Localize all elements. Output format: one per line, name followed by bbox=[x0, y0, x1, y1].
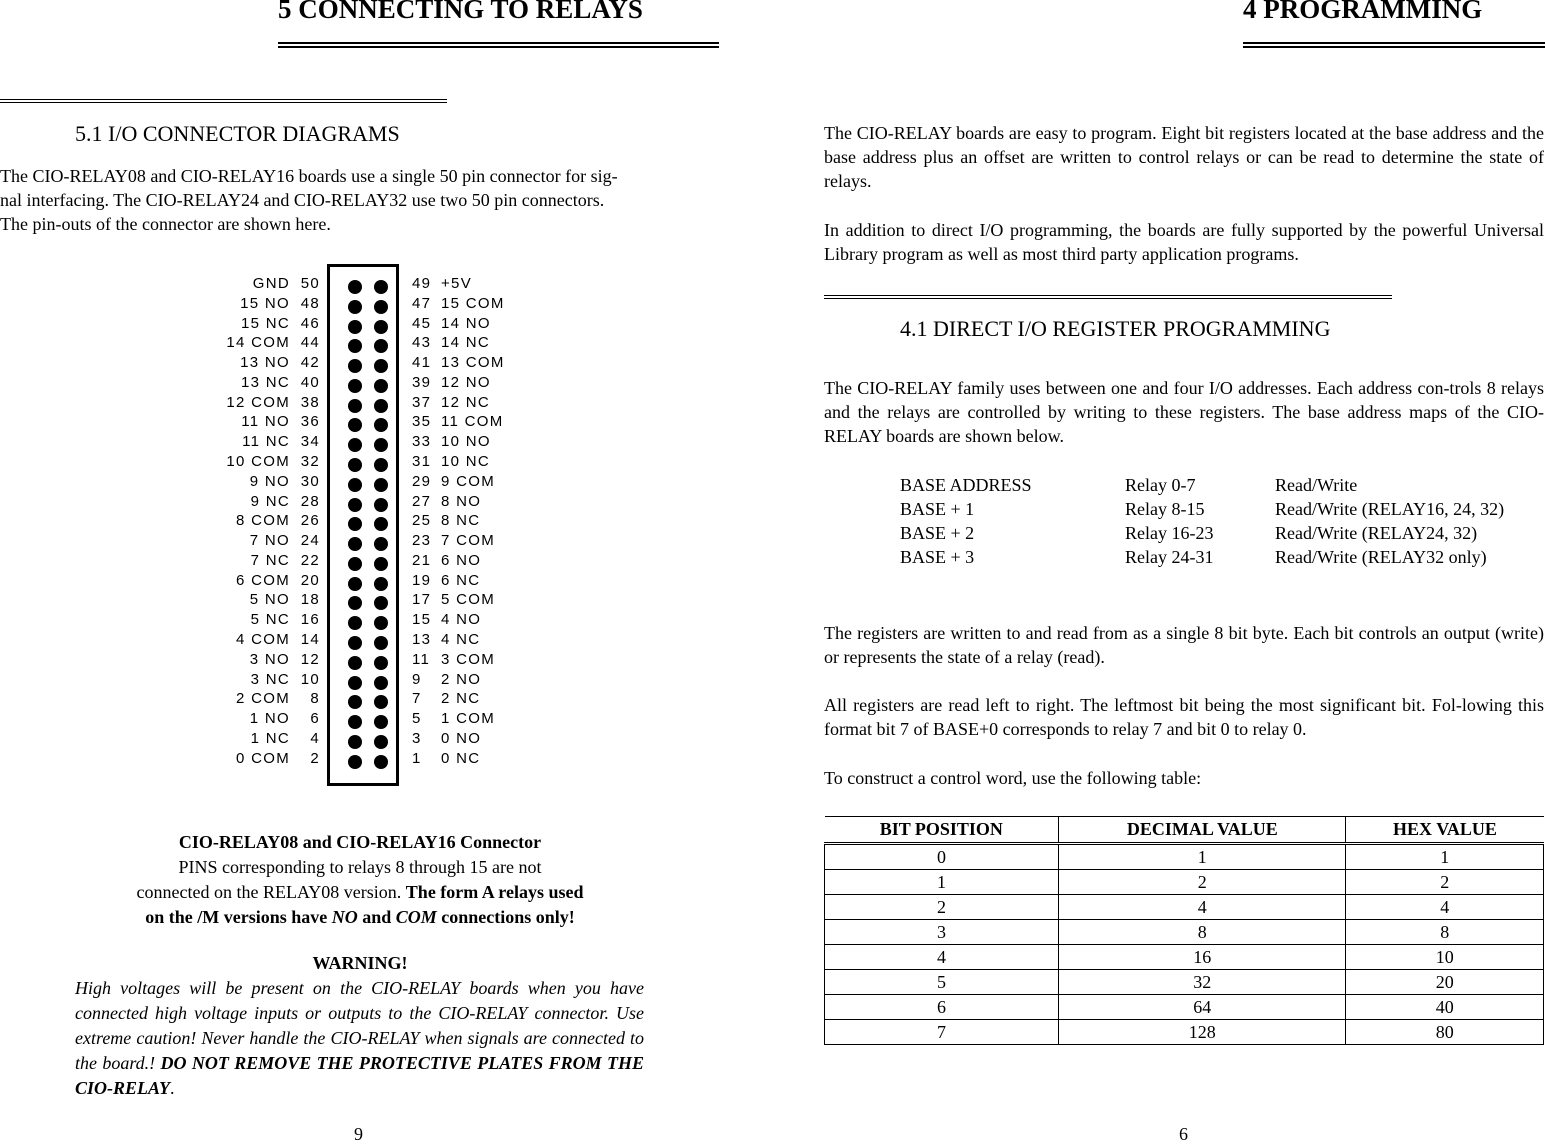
pin-number: 29 bbox=[412, 472, 432, 490]
table-row bbox=[825, 920, 1544, 945]
pin-number: 40 bbox=[300, 373, 320, 391]
pin-label: 15 NC bbox=[240, 314, 290, 332]
control-word-table bbox=[824, 816, 1544, 1045]
pin-number: 32 bbox=[300, 453, 320, 471]
pin-number: 9 bbox=[412, 670, 422, 688]
pin-label: GND bbox=[252, 275, 290, 292]
pin-number: 43 bbox=[412, 334, 432, 352]
pin-label: 2 NC bbox=[441, 690, 481, 708]
table-cell: 64 bbox=[1059, 995, 1346, 1020]
family-paragraph: The CIO-RELAY family uses between one and four I/O addresses. Each address con-trols 8 relays and the relays are controlled by writing to these registers. The base address maps of the CIO-RELAY boards are shown below. bbox=[824, 378, 1544, 446]
pin-number: 6 bbox=[310, 710, 320, 728]
pin-dot bbox=[348, 596, 362, 610]
pin-number: 50 bbox=[300, 275, 320, 292]
right-chapter-title: 4 PROGRAMMING bbox=[1243, 0, 1483, 24]
pin-label: 14 COM bbox=[226, 334, 290, 352]
pin-label: 11 COM bbox=[441, 413, 504, 431]
pin-number: 26 bbox=[300, 512, 320, 530]
pin-number: 23 bbox=[412, 532, 432, 550]
pin-label: 0 NO bbox=[441, 729, 482, 747]
pin-number: 19 bbox=[412, 571, 432, 589]
pin-label: 14 NC bbox=[441, 334, 491, 352]
byte-paragraph: The registers are written to and read from as a single 8 bit byte. Each bit controls an output (write) or represents the state of a relay (read). bbox=[824, 623, 1544, 667]
pin-number: 42 bbox=[300, 354, 320, 372]
pin-number: 22 bbox=[300, 551, 320, 569]
pin-number: 3 bbox=[412, 729, 422, 747]
table-header: DECIMAL VALUE bbox=[1059, 817, 1346, 844]
pin-dot bbox=[374, 636, 388, 650]
pin-number: 34 bbox=[300, 433, 320, 451]
register-relays: Relay 16-23 bbox=[1125, 523, 1214, 543]
table-row bbox=[825, 1020, 1544, 1045]
pin-dot bbox=[348, 438, 362, 452]
table-cell: 5 bbox=[825, 970, 1059, 995]
pin-label: 5 COM bbox=[441, 591, 496, 609]
order-paragraph: All registers are read left to right. The leftmost bit being the most significant bit. Fol-lowing this format bit 7 of BASE+0 corresponds to relay 7 and bit 0 to relay 0. bbox=[824, 695, 1544, 739]
table-cell: 3 bbox=[825, 920, 1059, 945]
pin-label: 13 COM bbox=[441, 354, 505, 372]
right-section-title: 4.1 DIRECT I/O REGISTER PROGRAMMING bbox=[900, 316, 1331, 341]
pin-number: 49 bbox=[412, 275, 432, 292]
pin-number: 28 bbox=[300, 492, 320, 510]
pin-label: 10 NO bbox=[441, 433, 491, 451]
pin-dot bbox=[374, 320, 388, 334]
pin-label: 6 COM bbox=[235, 571, 290, 589]
table-row bbox=[825, 945, 1544, 970]
pin-number: 18 bbox=[300, 591, 320, 609]
caption-line: PINS corresponding to relays 8 through 15 are not bbox=[178, 857, 542, 877]
pin-label: 1 NC bbox=[250, 729, 290, 747]
table-cell: 1 bbox=[1346, 844, 1544, 870]
table-cell: 4 bbox=[825, 945, 1059, 970]
caption-bold-text: The form A relays used bbox=[405, 882, 584, 902]
table-intro: To construct a control word, use the following table: bbox=[824, 768, 1202, 788]
pin-number: 33 bbox=[412, 433, 432, 451]
table-cell: 7 bbox=[825, 1020, 1059, 1045]
warning-body: High voltages will be present on the CIO-RELAY boards when you have connected high voltage inputs or outputs to the CIO-RELAY connector. Use extreme caution! Never handle the CIO-RELAY when signals are connected to the board.! bbox=[75, 978, 644, 1073]
pin-number: 5 bbox=[412, 710, 422, 728]
register-access: Read/Write (RELAY24, 32) bbox=[1275, 523, 1478, 543]
pin-dot bbox=[374, 359, 388, 373]
table-cell: 32 bbox=[1059, 970, 1346, 995]
pin-number: 2 bbox=[310, 749, 320, 767]
left-chapter-title: 5 CONNECTING TO RELAYS bbox=[278, 0, 643, 24]
pin-number: 25 bbox=[412, 512, 432, 530]
pin-number: 45 bbox=[412, 314, 432, 332]
pin-number: 46 bbox=[300, 314, 320, 332]
pin-dot bbox=[374, 577, 388, 591]
pin-number: 14 bbox=[300, 631, 320, 649]
connector-intro bbox=[0, 164, 716, 236]
caption-line bbox=[60, 880, 660, 905]
pin-number: 15 bbox=[412, 611, 432, 629]
pin-label: 1 COM bbox=[441, 710, 496, 728]
pin-dot bbox=[374, 676, 388, 690]
pin-dot bbox=[348, 359, 362, 373]
pin-label: 14 NO bbox=[441, 314, 491, 332]
pin-label: 7 NC bbox=[250, 551, 290, 569]
pin-number: 27 bbox=[412, 492, 432, 510]
pin-number: 31 bbox=[412, 453, 432, 471]
pin-label: 2 COM bbox=[235, 690, 290, 708]
pin-dot bbox=[348, 577, 362, 591]
pin-number: 38 bbox=[300, 393, 320, 411]
pin-dot bbox=[348, 537, 362, 551]
chapter-rule bbox=[278, 42, 719, 48]
pin-dot bbox=[348, 300, 362, 314]
table-cell: 6 bbox=[825, 995, 1059, 1020]
pin-label: 1 NO bbox=[249, 710, 290, 728]
pin-number: 24 bbox=[300, 532, 320, 550]
intro-line: nal interfacing. The CIO-RELAY24 and CIO-RELAY32 use two 50 pin connectors. bbox=[0, 190, 605, 210]
pin-dot bbox=[374, 418, 388, 432]
register-relays: Relay 0-7 bbox=[1125, 475, 1196, 495]
pin-label: 7 COM bbox=[441, 532, 496, 550]
pin-label: 6 NO bbox=[441, 551, 482, 569]
section-rule bbox=[0, 99, 447, 103]
pin-dot bbox=[348, 616, 362, 630]
pin-label: 15 COM bbox=[441, 294, 505, 312]
warning-title: WARNING! bbox=[312, 953, 408, 973]
right-page-number: 6 bbox=[1179, 1124, 1188, 1144]
pin-label: 13 NC bbox=[240, 373, 290, 391]
caption-text: and bbox=[357, 907, 396, 927]
table-row bbox=[825, 970, 1544, 995]
pin-label: 11 NC bbox=[242, 433, 290, 451]
pin-label: 12 NC bbox=[441, 393, 491, 411]
pin-label: 11 NO bbox=[241, 413, 290, 431]
pin-dot bbox=[348, 557, 362, 571]
table-row bbox=[825, 895, 1544, 920]
pin-dot bbox=[348, 280, 362, 294]
pin-label: 4 COM bbox=[235, 631, 290, 649]
pin-label: 4 NO bbox=[441, 611, 482, 629]
connector-body bbox=[327, 264, 399, 786]
pin-label: 4 NC bbox=[441, 631, 481, 649]
pin-dot bbox=[374, 478, 388, 492]
pin-dot bbox=[374, 735, 388, 749]
table-row bbox=[825, 870, 1544, 895]
register-address: BASE + 3 bbox=[900, 547, 975, 567]
pin-label: 9 NC bbox=[250, 492, 290, 510]
pin-label: 9 NO bbox=[249, 472, 290, 490]
pin-label: 6 NC bbox=[441, 571, 481, 589]
pin-dot bbox=[374, 280, 388, 294]
pin-label: 15 NO bbox=[240, 294, 290, 312]
table-cell: 16 bbox=[1059, 945, 1346, 970]
pin-label: +5V bbox=[441, 275, 473, 292]
table-cell: 0 bbox=[825, 844, 1059, 870]
pin-number: 11 bbox=[412, 650, 431, 668]
register-access: Read/Write (RELAY16, 24, 32) bbox=[1275, 499, 1505, 519]
pin-dot bbox=[374, 458, 388, 472]
pin-label: 3 COM bbox=[441, 650, 496, 668]
pin-number: 39 bbox=[412, 373, 432, 391]
pin-dot bbox=[348, 695, 362, 709]
pin-label: 13 NO bbox=[240, 354, 290, 372]
pin-label: 3 NO bbox=[249, 650, 290, 668]
table-cell: 128 bbox=[1059, 1020, 1346, 1045]
table-cell: 1 bbox=[1059, 844, 1346, 870]
pin-number: 21 bbox=[412, 551, 432, 569]
pin-label: 8 COM bbox=[235, 512, 290, 530]
pin-label: 5 NO bbox=[249, 591, 290, 609]
intro-line: The CIO-RELAY08 and CIO-RELAY16 boards use a single 50 pin connector for sig- bbox=[0, 166, 618, 186]
pin-dot bbox=[348, 458, 362, 472]
register-relays: Relay 24-31 bbox=[1125, 547, 1214, 567]
pin-dot bbox=[348, 379, 362, 393]
pin-dot bbox=[348, 656, 362, 670]
programming-intro: The CIO-RELAY boards are easy to program. Eight bit registers located at the base address and the base address plus an offset are written to control relays or can be read to determine the state of relays. bbox=[824, 123, 1544, 191]
warning-end: . bbox=[170, 1078, 175, 1098]
pin-number: 30 bbox=[300, 472, 320, 490]
register-relays: Relay 8-15 bbox=[1125, 499, 1205, 519]
pin-label: 0 COM bbox=[235, 749, 290, 767]
table-cell: 2 bbox=[1346, 870, 1544, 895]
pin-label: 3 NC bbox=[250, 670, 290, 688]
pin-dot bbox=[374, 438, 388, 452]
pin-dot bbox=[348, 339, 362, 353]
register-map bbox=[900, 473, 1545, 569]
pin-dot bbox=[374, 498, 388, 512]
table-header: HEX VALUE bbox=[1346, 817, 1544, 844]
pin-number: 20 bbox=[300, 571, 320, 589]
table-cell: 2 bbox=[825, 895, 1059, 920]
table-cell: 4 bbox=[1346, 895, 1544, 920]
pin-dot bbox=[374, 656, 388, 670]
pin-number: 4 bbox=[310, 729, 320, 747]
warning-text bbox=[75, 976, 644, 1101]
warning-bold: DO NOT REMOVE THE PROTECTIVE PLATES FROM THE CIO-RELAY bbox=[75, 1053, 644, 1098]
pin-dot bbox=[374, 537, 388, 551]
pin-label: 8 NC bbox=[441, 512, 481, 530]
pin-number: 10 bbox=[300, 670, 320, 688]
table-row bbox=[825, 844, 1544, 870]
pin-number: 37 bbox=[412, 393, 432, 411]
pin-dot bbox=[374, 715, 388, 729]
pin-number: 8 bbox=[310, 690, 320, 708]
pin-label: 9 COM bbox=[441, 472, 496, 490]
pin-number: 12 bbox=[300, 650, 320, 668]
pin-label: 10 NC bbox=[441, 453, 491, 471]
table-cell: 4 bbox=[1059, 895, 1346, 920]
table-cell: 80 bbox=[1346, 1020, 1544, 1045]
caption-com-term: COM bbox=[395, 907, 437, 927]
caption-text: connected on the RELAY08 version. bbox=[136, 882, 406, 902]
pin-dot bbox=[374, 300, 388, 314]
pin-number: 44 bbox=[300, 334, 320, 352]
table-cell: 1 bbox=[825, 870, 1059, 895]
pin-number: 16 bbox=[300, 611, 320, 629]
pin-dot bbox=[348, 498, 362, 512]
table-row bbox=[825, 995, 1544, 1020]
register-row bbox=[900, 497, 1545, 521]
pin-dot bbox=[348, 735, 362, 749]
pin-dot bbox=[348, 517, 362, 531]
caption-text: connections only! bbox=[436, 907, 575, 927]
caption-title: CIO-RELAY08 and CIO-RELAY16 Connector bbox=[178, 832, 542, 852]
register-row bbox=[900, 545, 1545, 569]
pin-dot bbox=[374, 517, 388, 531]
pin-dot bbox=[374, 339, 388, 353]
table-cell: 2 bbox=[1059, 870, 1346, 895]
table-cell: 10 bbox=[1346, 945, 1544, 970]
table-cell: 20 bbox=[1346, 970, 1544, 995]
pin-dot bbox=[348, 478, 362, 492]
pin-number: 13 bbox=[412, 631, 432, 649]
caption-text: on the /M versions have bbox=[145, 907, 332, 927]
register-address: BASE ADDRESS bbox=[900, 475, 1032, 495]
pin-dot bbox=[348, 636, 362, 650]
pin-dot bbox=[348, 755, 362, 769]
connector-caption bbox=[60, 830, 660, 930]
register-row bbox=[900, 473, 1545, 497]
pin-dot bbox=[374, 755, 388, 769]
left-page-number: 9 bbox=[354, 1124, 363, 1144]
pin-label: 8 NO bbox=[441, 492, 482, 510]
pin-number: 35 bbox=[412, 413, 432, 431]
register-address: BASE + 1 bbox=[900, 499, 975, 519]
pin-number: 36 bbox=[300, 413, 320, 431]
pin-dot bbox=[374, 596, 388, 610]
table-cell: 40 bbox=[1346, 995, 1544, 1020]
pin-label: 7 NO bbox=[249, 532, 290, 550]
pin-dot bbox=[374, 557, 388, 571]
table-cell: 8 bbox=[1059, 920, 1346, 945]
pin-label: 12 NO bbox=[441, 373, 491, 391]
pin-number: 48 bbox=[300, 294, 320, 312]
pin-dot bbox=[374, 695, 388, 709]
register-row bbox=[900, 521, 1545, 545]
pin-number: 17 bbox=[412, 591, 432, 609]
pin-number: 41 bbox=[412, 354, 432, 372]
pin-number: 7 bbox=[412, 690, 422, 708]
caption-no-term: NO bbox=[331, 907, 358, 927]
pin-dot bbox=[348, 320, 362, 334]
pin-dot bbox=[374, 399, 388, 413]
pin-label: 0 NC bbox=[441, 749, 481, 767]
pin-dot bbox=[348, 715, 362, 729]
pin-label: 12 COM bbox=[226, 393, 290, 411]
pin-dot bbox=[348, 418, 362, 432]
pin-label: 2 NO bbox=[441, 670, 482, 688]
register-access: Read/Write bbox=[1275, 475, 1358, 495]
library-paragraph: In addition to direct I/O programming, the boards are fully supported by the powerful Universal Library program as well as most third party application programs. bbox=[824, 220, 1544, 264]
pin-label: 5 NC bbox=[250, 611, 290, 629]
table-header: BIT POSITION bbox=[825, 817, 1059, 844]
caption-line bbox=[60, 905, 660, 930]
left-section-title: 5.1 I/O CONNECTOR DIAGRAMS bbox=[75, 121, 400, 146]
pin-dot bbox=[348, 676, 362, 690]
pin-number: 47 bbox=[412, 294, 432, 312]
pin-number: 1 bbox=[412, 749, 422, 767]
pin-dot bbox=[374, 616, 388, 630]
table-cell: 8 bbox=[1346, 920, 1544, 945]
section-rule bbox=[824, 295, 1392, 299]
pin-dot bbox=[348, 399, 362, 413]
register-address: BASE + 2 bbox=[900, 523, 975, 543]
pin-label: 10 COM bbox=[226, 453, 290, 471]
intro-line: The pin-outs of the connector are shown here. bbox=[0, 214, 331, 234]
pin-dot bbox=[374, 379, 388, 393]
chapter-rule bbox=[1243, 42, 1545, 48]
register-access: Read/Write (RELAY32 only) bbox=[1275, 547, 1487, 567]
